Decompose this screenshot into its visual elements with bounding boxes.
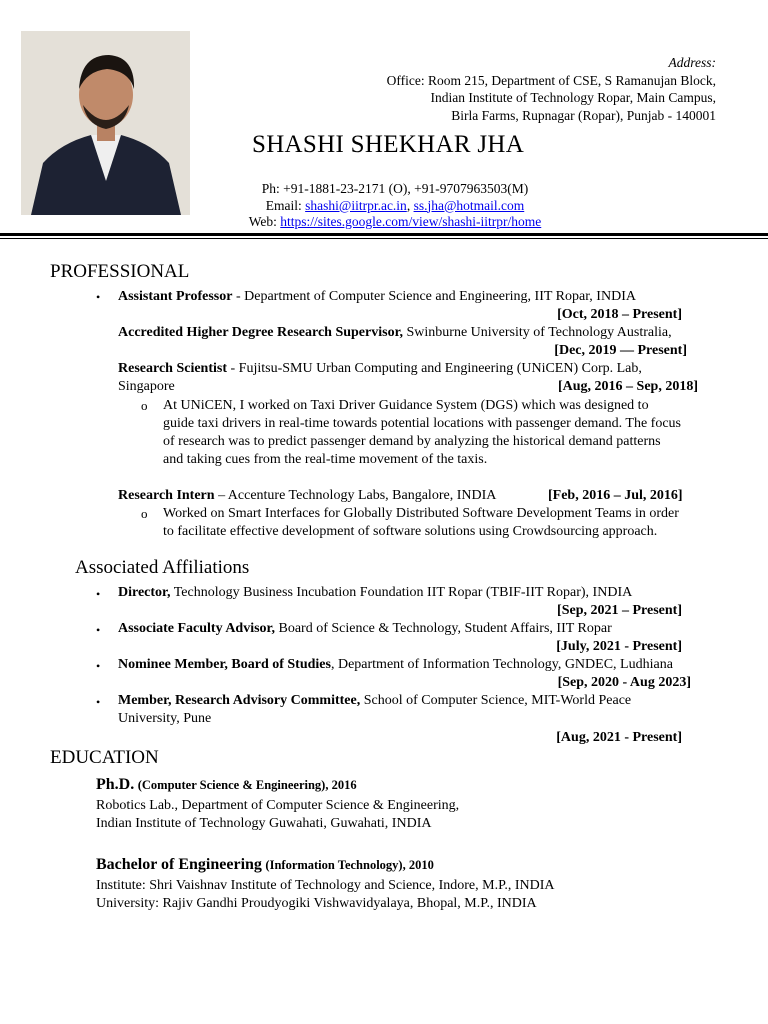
address-line: Office: Room 215, Department of CSE, S Ramanujan Block, — [386, 72, 716, 88]
position-detail: Swinburne University of Technology Australia, — [403, 325, 672, 340]
description-line: guide taxi drivers in real-time towards potential locations with passenger demand. The focus — [163, 416, 681, 431]
position-detail: - Department of Computer Science and Engineering, IIT Ropar, INDIA — [232, 289, 636, 304]
phone-line: Ph: +91-1881-23-2171 (O), +91-9707963503(M) — [261, 181, 529, 196]
degree-detail: University: Rajiv Gandhi Proudyogiki Vishwavidyalaya, Bhopal, M.P., INDIA — [96, 896, 537, 911]
affiliation-title: Associate Faculty Advisor, — [118, 621, 275, 636]
address-line: Birla Farms, Rupnagar (Ropar), Punjab - 140001 — [451, 107, 716, 123]
degree-detail: Institute: Shri Vaishnav Institute of Technology and Science, Indore, M.P., INDIA — [96, 878, 555, 893]
affiliation-detail: School of Computer Science, MIT-World Peace — [360, 693, 632, 708]
list-item — [118, 487, 496, 505]
affiliation-dates: [Sep, 2020 - Aug 2023] — [557, 675, 691, 690]
affiliation-dates: [Sep, 2021 – Present] — [557, 603, 682, 618]
position-title: Research Intern — [118, 488, 215, 503]
bullet-icon: • — [96, 623, 101, 637]
list-item — [118, 620, 612, 638]
degree-field: (Computer Science & Engineering) — [137, 778, 326, 792]
email-link-primary[interactable]: shashi@iitrpr.ac.in — [305, 197, 407, 213]
degree-detail: Indian Institute of Technology Guwahati, Guwahati, INDIA — [96, 816, 432, 831]
sub-bullet-icon: o — [141, 506, 148, 521]
address-label: Address: — [668, 55, 716, 70]
sub-bullet-icon: o — [141, 398, 148, 413]
bullet-icon: • — [96, 587, 101, 601]
profile-photo — [21, 31, 190, 215]
affiliation-dates: [Aug, 2021 - Present] — [556, 730, 682, 745]
affiliation-title: Director, — [118, 585, 171, 600]
list-item — [118, 692, 631, 710]
degree-name: Bachelor of Engineering — [96, 856, 262, 873]
header-divider-thin — [0, 238, 768, 239]
address-line: Indian Institute of Technology Ropar, Main Campus, — [430, 90, 716, 105]
web-label: Web: — [248, 214, 277, 229]
contact-block — [190, 181, 600, 231]
position-detail: - Fujitsu-SMU Urban Computing and Engineering (UNiCEN) Corp. Lab, — [227, 361, 642, 376]
list-item — [118, 656, 673, 674]
description-line: Worked on Smart Interfaces for Globally Distributed Software Development Teams in order — [163, 506, 679, 521]
degree-year: , 2010 — [402, 858, 434, 872]
position-dates: [Oct, 2018 – Present] — [557, 307, 682, 322]
degree-year: , 2016 — [325, 778, 357, 792]
web-line — [190, 214, 600, 231]
bullet-icon: • — [96, 290, 101, 304]
affiliation-title: Nominee Member, Board of Studies — [118, 657, 331, 672]
affiliation-detail: , Department of Information Technology, GNDEC, Ludhiana — [330, 657, 673, 672]
person-name: SHASHI SHEKHAR JHA — [252, 131, 525, 158]
position-title: Research Scientist — [118, 361, 227, 376]
email-separator: , — [406, 197, 411, 213]
degree-field: (Information Technology) — [265, 858, 403, 872]
position-detail: Singapore — [118, 379, 175, 394]
address-block — [387, 54, 716, 124]
list-item — [118, 288, 636, 306]
email-line — [190, 198, 600, 215]
list-item — [118, 584, 632, 602]
affiliation-title: Member, Research Advisory Committee, — [118, 693, 361, 708]
description-line: and taking cues from the real-time movement of the taxis. — [163, 452, 488, 467]
affiliation-detail: Technology Business Incubation Foundation IIT Ropar (TBIF-IIT Ropar), INDIA — [170, 585, 633, 600]
affiliation-detail: University, Pune — [118, 711, 212, 726]
email-link-secondary[interactable]: ss.jha@hotmail.com — [413, 197, 525, 213]
section-heading-affiliations: Associated Affiliations — [75, 557, 250, 578]
degree-detail: Robotics Lab., Department of Computer Science & Engineering, — [96, 798, 460, 813]
position-detail: – Accenture Technology Labs, Bangalore, INDIA — [214, 488, 497, 503]
header-divider — [0, 233, 768, 236]
position-dates: [Dec, 2019 — Present] — [554, 343, 687, 358]
affiliation-detail: Board of Science & Technology, Student Affairs, IIT Ropar — [274, 621, 612, 636]
affiliation-dates: [July, 2021 - Present] — [556, 639, 682, 654]
position-dates: [Feb, 2016 – Jul, 2016] — [548, 488, 683, 503]
position-title: Accredited Higher Degree Research Supervisor, — [118, 325, 404, 340]
website-link[interactable]: https://sites.google.com/view/shashi-iitrpr/home — [280, 214, 542, 229]
description-line: At UNiCEN, I worked on Taxi Driver Guidance System (DGS) which was designed to — [163, 398, 649, 413]
list-item — [118, 324, 672, 342]
bullet-icon: • — [96, 659, 101, 673]
section-heading-professional: PROFESSIONAL — [50, 261, 190, 282]
degree-heading — [96, 856, 434, 875]
bullet-icon: • — [96, 695, 101, 709]
degree-name: Ph.D. — [96, 776, 135, 793]
email-label: Email: — [265, 197, 302, 213]
position-title: Assistant Professor — [118, 289, 233, 304]
section-heading-education: EDUCATION — [50, 747, 159, 768]
description-line: to facilitate effective development of software solutions using Crowdsourcing approach. — [163, 524, 658, 539]
description-line: of research was to predict passenger demand by analyzing the historical demand patterns — [163, 434, 661, 449]
degree-heading — [96, 776, 357, 795]
list-item — [118, 360, 642, 378]
position-dates: [Aug, 2016 – Sep, 2018] — [557, 379, 698, 394]
